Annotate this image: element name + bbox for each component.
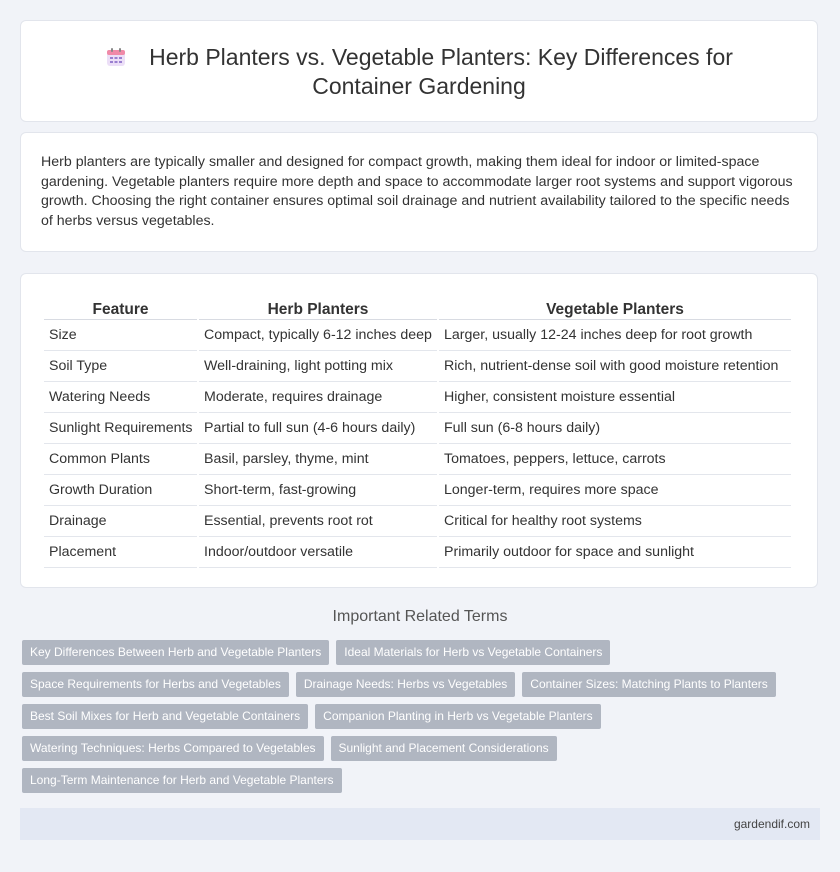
header-feature: Feature [44, 294, 197, 320]
cell-herb: Well-draining, light potting mix [199, 351, 437, 382]
cell-feature: Placement [44, 537, 197, 568]
related-terms-list [22, 640, 822, 800]
table-row [44, 382, 791, 413]
cell-feature: Sunlight Requirements [44, 413, 197, 444]
related-term-tag[interactable]: Space Requirements for Herbs and Vegetables [22, 672, 289, 697]
cell-vegetable: Full sun (6-8 hours daily) [439, 413, 791, 444]
cell-vegetable: Rich, nutrient-dense soil with good moisture retention [439, 351, 791, 382]
cell-feature: Size [44, 320, 197, 351]
table-row [44, 537, 791, 568]
title-line-2: Container Gardening [312, 73, 526, 99]
cell-herb: Partial to full sun (4-6 hours daily) [199, 413, 437, 444]
intro-text: Herb planters are typically smaller and designed for compact growth, making them ideal for indoor or limited-space gardening. Vegetable planters require more depth and space to accommodate larger root systems and support vigorous growth. Choosing the right container ensures optimal soil drainage and nutrient availability tailored to the specific needs of herbs versus vegetables. [41, 154, 793, 229]
table-row [44, 413, 791, 444]
related-term-tag[interactable]: Key Differences Between Herb and Vegetable Planters [22, 640, 329, 665]
related-terms-title: Important Related Terms [332, 608, 508, 625]
table-row [44, 444, 791, 475]
related-term-tag[interactable]: Watering Techniques: Herbs Compared to Vegetables [22, 736, 324, 761]
table-row [44, 351, 791, 382]
cell-vegetable: Primarily outdoor for space and sunlight [439, 537, 791, 568]
table-header-row [44, 294, 791, 320]
cell-feature: Drainage [44, 506, 197, 537]
related-term-tag[interactable]: Container Sizes: Matching Plants to Planters [522, 672, 775, 697]
cell-feature: Watering Needs [44, 382, 197, 413]
header-vegetable: Vegetable Planters [439, 294, 791, 320]
cell-vegetable: Tomatoes, peppers, lettuce, carrots [439, 444, 791, 475]
related-term-tag[interactable]: Drainage Needs: Herbs vs Vegetables [296, 672, 515, 697]
cell-herb: Basil, parsley, thyme, mint [199, 444, 437, 475]
intro-card [20, 132, 818, 252]
table-row [44, 320, 791, 351]
header-card [20, 20, 818, 122]
comparison-table [42, 294, 793, 568]
comparison-card [20, 273, 818, 588]
footer-site-link[interactable]: gardendif.com [733, 817, 810, 831]
title-line-1: Herb Planters vs. Vegetable Planters: Key Differences for [149, 44, 733, 70]
cell-vegetable: Longer-term, requires more space [439, 475, 791, 506]
cell-vegetable: Larger, usually 12-24 inches deep for root growth [439, 320, 791, 351]
calendar-icon [105, 46, 127, 68]
table-row [44, 506, 791, 537]
header-herb: Herb Planters [199, 294, 437, 320]
related-term-tag[interactable]: Companion Planting in Herb vs Vegetable Planters [315, 704, 601, 729]
cell-herb: Indoor/outdoor versatile [199, 537, 437, 568]
related-term-tag[interactable]: Best Soil Mixes for Herb and Vegetable Containers [22, 704, 308, 729]
footer [20, 808, 820, 840]
cell-vegetable: Higher, consistent moisture essential [439, 382, 791, 413]
cell-herb: Essential, prevents root rot [199, 506, 437, 537]
table-row [44, 475, 791, 506]
cell-feature: Growth Duration [44, 475, 197, 506]
cell-herb: Compact, typically 6-12 inches deep [199, 320, 437, 351]
related-term-tag[interactable]: Long-Term Maintenance for Herb and Vegetable Planters [22, 768, 342, 793]
cell-feature: Common Plants [44, 444, 197, 475]
cell-vegetable: Critical for healthy root systems [439, 506, 791, 537]
related-term-tag[interactable]: Sunlight and Placement Considerations [331, 736, 557, 761]
related-term-tag[interactable]: Ideal Materials for Herb vs Vegetable Containers [336, 640, 610, 665]
page-title [21, 43, 817, 101]
cell-herb: Short-term, fast-growing [199, 475, 437, 506]
cell-herb: Moderate, requires drainage [199, 382, 437, 413]
cell-feature: Soil Type [44, 351, 197, 382]
